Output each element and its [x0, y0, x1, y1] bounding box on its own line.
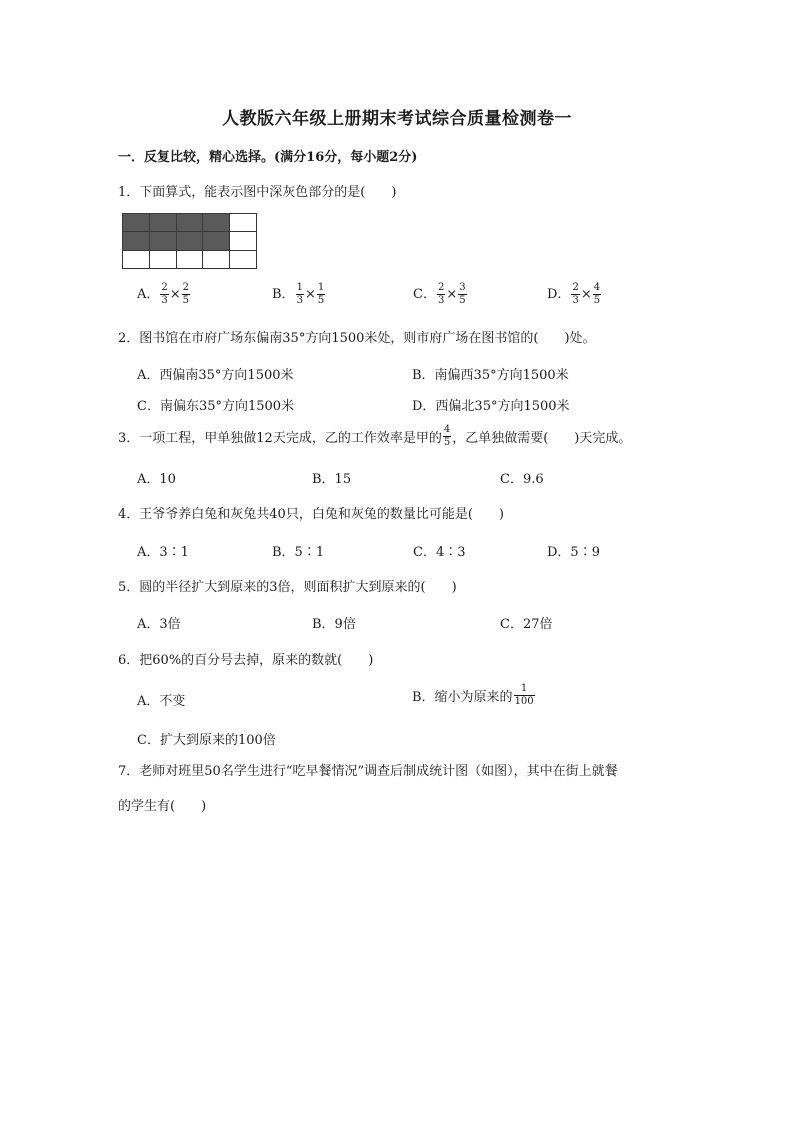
grid-cell — [202, 213, 230, 232]
grid-cell — [176, 213, 204, 232]
question-1-option-a: A． $\frac{2}{3}$ × $\frac{2}{5}$ — [137, 282, 190, 306]
question-6-stem: 6．把60%的百分号去掉，原来的数就( ) — [118, 653, 374, 668]
grid-cell — [176, 231, 204, 250]
question-2-option-c: C．南偏东35°方向1500米 — [137, 399, 295, 414]
question-3-option-c: C．9.6 — [500, 472, 544, 487]
question-4-option-b: B．5∶1 — [272, 545, 325, 560]
grid-cell — [176, 250, 204, 269]
grid-cell — [122, 213, 150, 232]
section-heading: 一．反复比较，精心选择。(满分16分，每小题2分) — [118, 150, 418, 165]
question-5-option-c: C．27倍 — [500, 617, 553, 632]
question-4-option-d: D．5∶9 — [547, 545, 600, 560]
grid-cell — [202, 231, 230, 250]
grid-cell — [202, 250, 230, 269]
grid-cell — [149, 231, 177, 250]
question-4-option-a: A．3∶1 — [137, 545, 189, 560]
question-6-option-b: B．缩小为原来的 $\frac{1}{100}$ — [412, 683, 534, 707]
question-1-option-d: D． $\frac{2}{3}$ × $\frac{4}{5}$ — [547, 282, 601, 306]
grid-cell — [229, 213, 257, 232]
question-3-stem: 3．一项工程，甲单独做12天完成，乙的工作效率是甲的 $\frac{4}{5}$ ，乙单独做需要( )天完成。 — [118, 424, 632, 448]
question-5-option-a: A．3倍 — [137, 617, 181, 632]
grid-cell — [122, 231, 150, 250]
question-2-stem: 2．图书馆在市府广场东偏南35°方向1500米处，则市府广场在图书馆的( )处。 — [118, 331, 596, 346]
page-title: 人教版六年级上册期末考试综合质量检测卷一 — [222, 109, 572, 129]
question-1-figure — [122, 213, 256, 268]
question-7-stem-line-2: 的学生有( ) — [118, 799, 207, 814]
question-5-stem: 5．圆的半径扩大到原来的3倍，则面积扩大到原来的( ) — [118, 580, 457, 595]
question-1-option-b: B． $\frac{1}{3}$ × $\frac{1}{5}$ — [272, 282, 325, 306]
grid-cell — [229, 250, 257, 269]
question-7-stem-line-1: 7．老师对班里50名学生进行“吃早餐情况”调查后制成统计图（如图），其中在街上就餐 — [118, 764, 618, 779]
question-3-option-a: A．10 — [137, 472, 176, 487]
question-2-option-a: A．西偏南35°方向1500米 — [137, 368, 294, 383]
question-2-option-d: D．西偏北35°方向1500米 — [412, 399, 570, 414]
question-1-option-c: C． $\frac{2}{3}$ × $\frac{3}{5}$ — [413, 282, 466, 306]
question-5-option-b: B．9倍 — [312, 617, 356, 632]
grid-cell — [122, 250, 150, 269]
question-2-option-b: B．南偏西35°方向1500米 — [412, 368, 569, 383]
question-4-option-c: C．4∶3 — [413, 545, 466, 560]
grid-cell — [149, 213, 177, 232]
question-1-stem: 1．下面算式，能表示图中深灰色部分的是( ) — [118, 185, 397, 200]
question-6-option-c: C．扩大到原来的100倍 — [137, 733, 276, 748]
question-4-stem: 4．王爷爷养白兔和灰兔共40只，白兔和灰兔的数量比可能是( ) — [118, 507, 504, 522]
grid-cell — [229, 231, 257, 250]
question-3-option-b: B．15 — [312, 472, 352, 487]
question-6-option-a: A．不变 — [137, 694, 186, 709]
grid-cell — [149, 250, 177, 269]
